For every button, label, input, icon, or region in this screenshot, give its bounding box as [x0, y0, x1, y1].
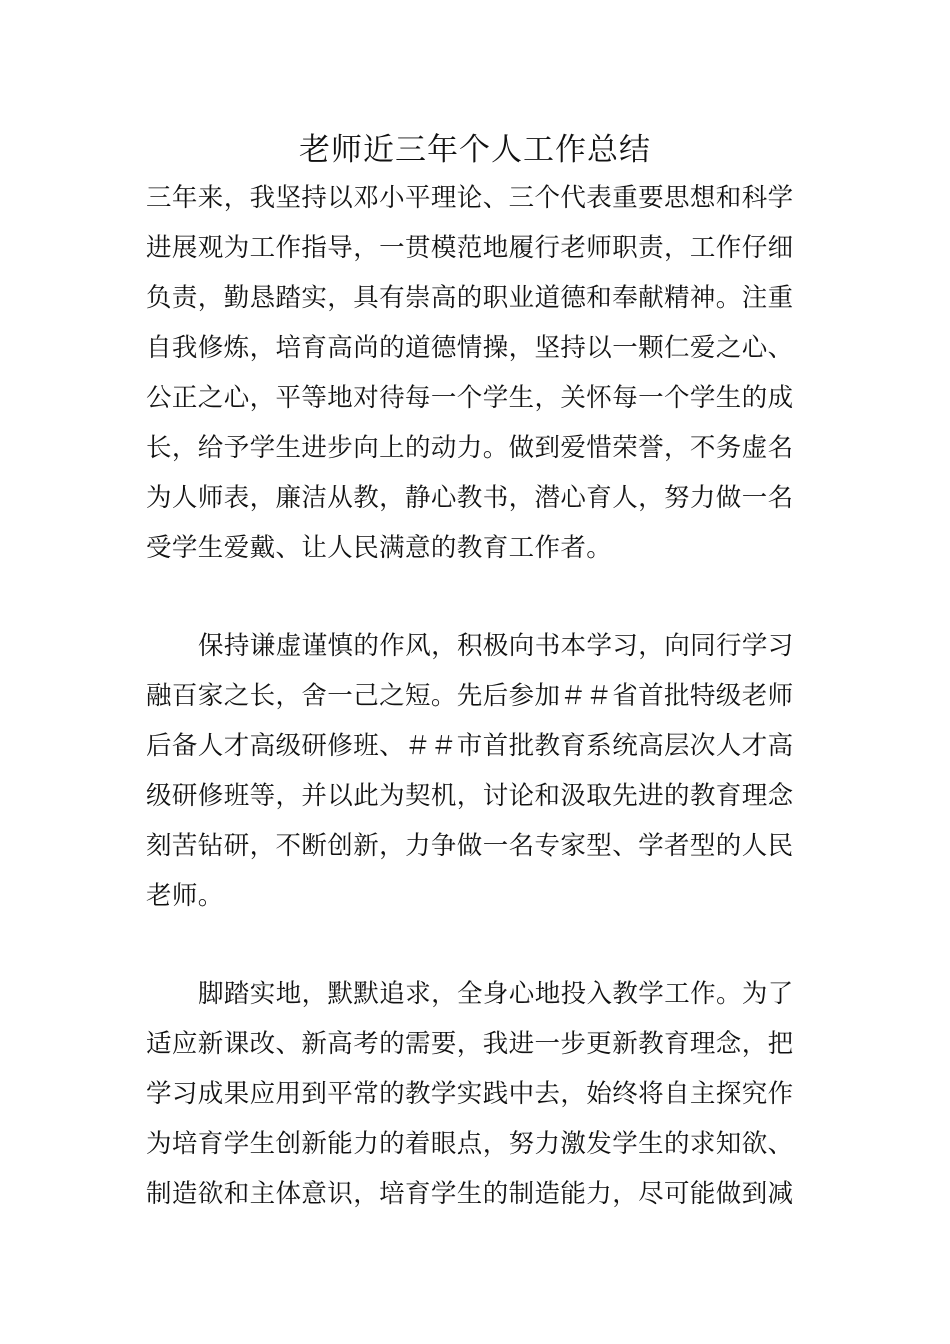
paragraph-2-line-1: 保持谦虚谨慎的作风，积极向书本学习，向同行学习 — [198, 631, 794, 661]
paragraph-1-line-5: 公正之心，平等地对待每一个学生，关怀每一个学生的成 — [146, 383, 794, 413]
paragraph-1-line-6: 长，给予学生进步向上的动力。做到爱惜荣誉，不务虚名 — [146, 433, 794, 463]
paragraph-3-line-2: 适应新课改、新高考的需要，我进一步更新教育理念，把 — [146, 1029, 794, 1059]
paragraph-2-line-4: 级研修班等，并以此为契机，讨论和汲取先进的教育理念 — [146, 781, 794, 811]
document-title: 老师近三年个人工作总结 — [299, 132, 651, 168]
paragraph-1-line-8: 受学生爱戴、让人民满意的教育工作者。 — [146, 533, 613, 563]
paragraph-1-line-1: 三年来，我坚持以邓小平理论、三个代表重要思想和科学 — [146, 183, 794, 213]
paragraph-3-line-1: 脚踏实地，默默追求，全身心地投入教学工作。为了 — [198, 979, 794, 1009]
paragraph-3-line-4: 为培育学生创新能力的着眼点，努力激发学生的求知欲、 — [146, 1129, 794, 1159]
paragraph-2-line-5: 刻苦钻研，不断创新，力争做一名专家型、学者型的人民 — [146, 831, 794, 861]
paragraph-1-line-7: 为人师表，廉洁从教，静心教书，潜心育人，努力做一名 — [146, 483, 794, 513]
paragraph-3-line-3: 学习成果应用到平常的教学实践中去，始终将自主探究作 — [146, 1079, 794, 1109]
paragraph-2-line-2: 融百家之长，舍一己之短。先后参加＃＃省首批特级老师 — [146, 681, 794, 711]
paragraph-1-line-2: 进展观为工作指导，一贯模范地履行老师职责，工作仔细 — [146, 233, 794, 263]
paragraph-2-line-6: 老师。 — [146, 881, 224, 911]
paragraph-1-line-4: 自我修炼，培育高尚的道德情操，坚持以一颗仁爱之心、 — [146, 333, 794, 363]
paragraph-3-line-5: 制造欲和主体意识，培育学生的制造能力，尽可能做到减 — [146, 1179, 794, 1209]
paragraph-2-line-3: 后备人才高级研修班、＃＃市首批教育系统高层次人才高 — [146, 731, 794, 761]
paragraph-1-line-3: 负责，勤恳踏实，具有崇高的职业道德和奉献精神。注重 — [146, 283, 794, 313]
